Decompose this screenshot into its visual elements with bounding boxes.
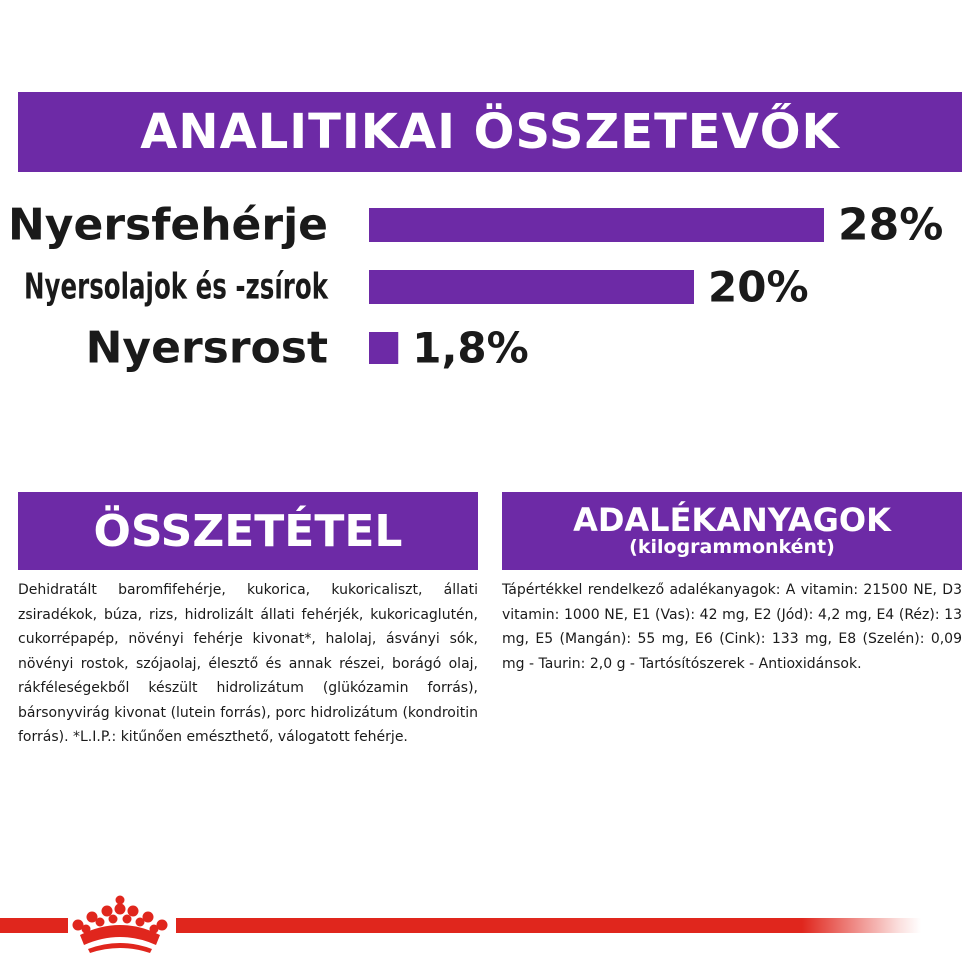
additives-text: Tápértékkel rendelkező adalékanyagok: A vitamin: 21500 NE, D3 vitamin: 1000 NE, E1 (Vas): 42 mg, E2 (Jód): 4,2 mg, E4 (Réz): 13 mg, E5 (Mangán): 55 mg, E6 (Cink): 133 mg, E8 (Szelén): 0,09 mg - Taurin: 2,0 g - Tartósítószerek - Antioxidánsok.: [502, 582, 962, 672]
composition-title: ÖSSZETÉTEL: [93, 505, 403, 557]
nutrient-label: Nyersfehérje: [7, 199, 328, 251]
nutrient-bar: [369, 270, 694, 304]
additives-header: [502, 492, 962, 570]
nutrient-value-label: 20%: [708, 262, 809, 312]
nutrient-bar: [369, 332, 398, 364]
nutrient-label: Nyersolajok és -zsírok: [24, 266, 329, 308]
additives-title: ADALÉKANYAGOK: [573, 501, 891, 540]
nutrient-value-label: 28%: [838, 199, 944, 251]
composition-header: [18, 492, 478, 570]
composition-text: Dehidratált baromfifehérje, kukorica, kukoricaliszt, állati zsiradékok, búza, rizs, hidrolizált állati fehérjék, kukoricaglutén, cukorrépapép, növényi fehérje kivonat*, halolaj, ásványi sók, növényi rostok, szójaolaj, élesztő és annak részei, borágó olaj, rákféleségekből készült hidrolizátum (glükózamin forrás), bársonyvirág kivonat (lutein forrás), porc hidrolizátum (kondroitin forrás). *L.I.P.: kitűnően emészthető, válogatott fehérje.: [18, 582, 478, 745]
nutrient-value-label: 1,8%: [412, 323, 529, 373]
footer-stripe-left: [0, 918, 68, 933]
crown-icon: [66, 895, 174, 955]
nutrient-bar: [369, 208, 824, 242]
nutrient-label: Nyersrost: [85, 322, 328, 374]
footer-stripe-right: [176, 918, 921, 933]
analytics-title: ANALITIKAI ÖSSZETEVŐK: [140, 104, 840, 160]
additives-subtitle: (kilogrammonként): [629, 535, 835, 558]
